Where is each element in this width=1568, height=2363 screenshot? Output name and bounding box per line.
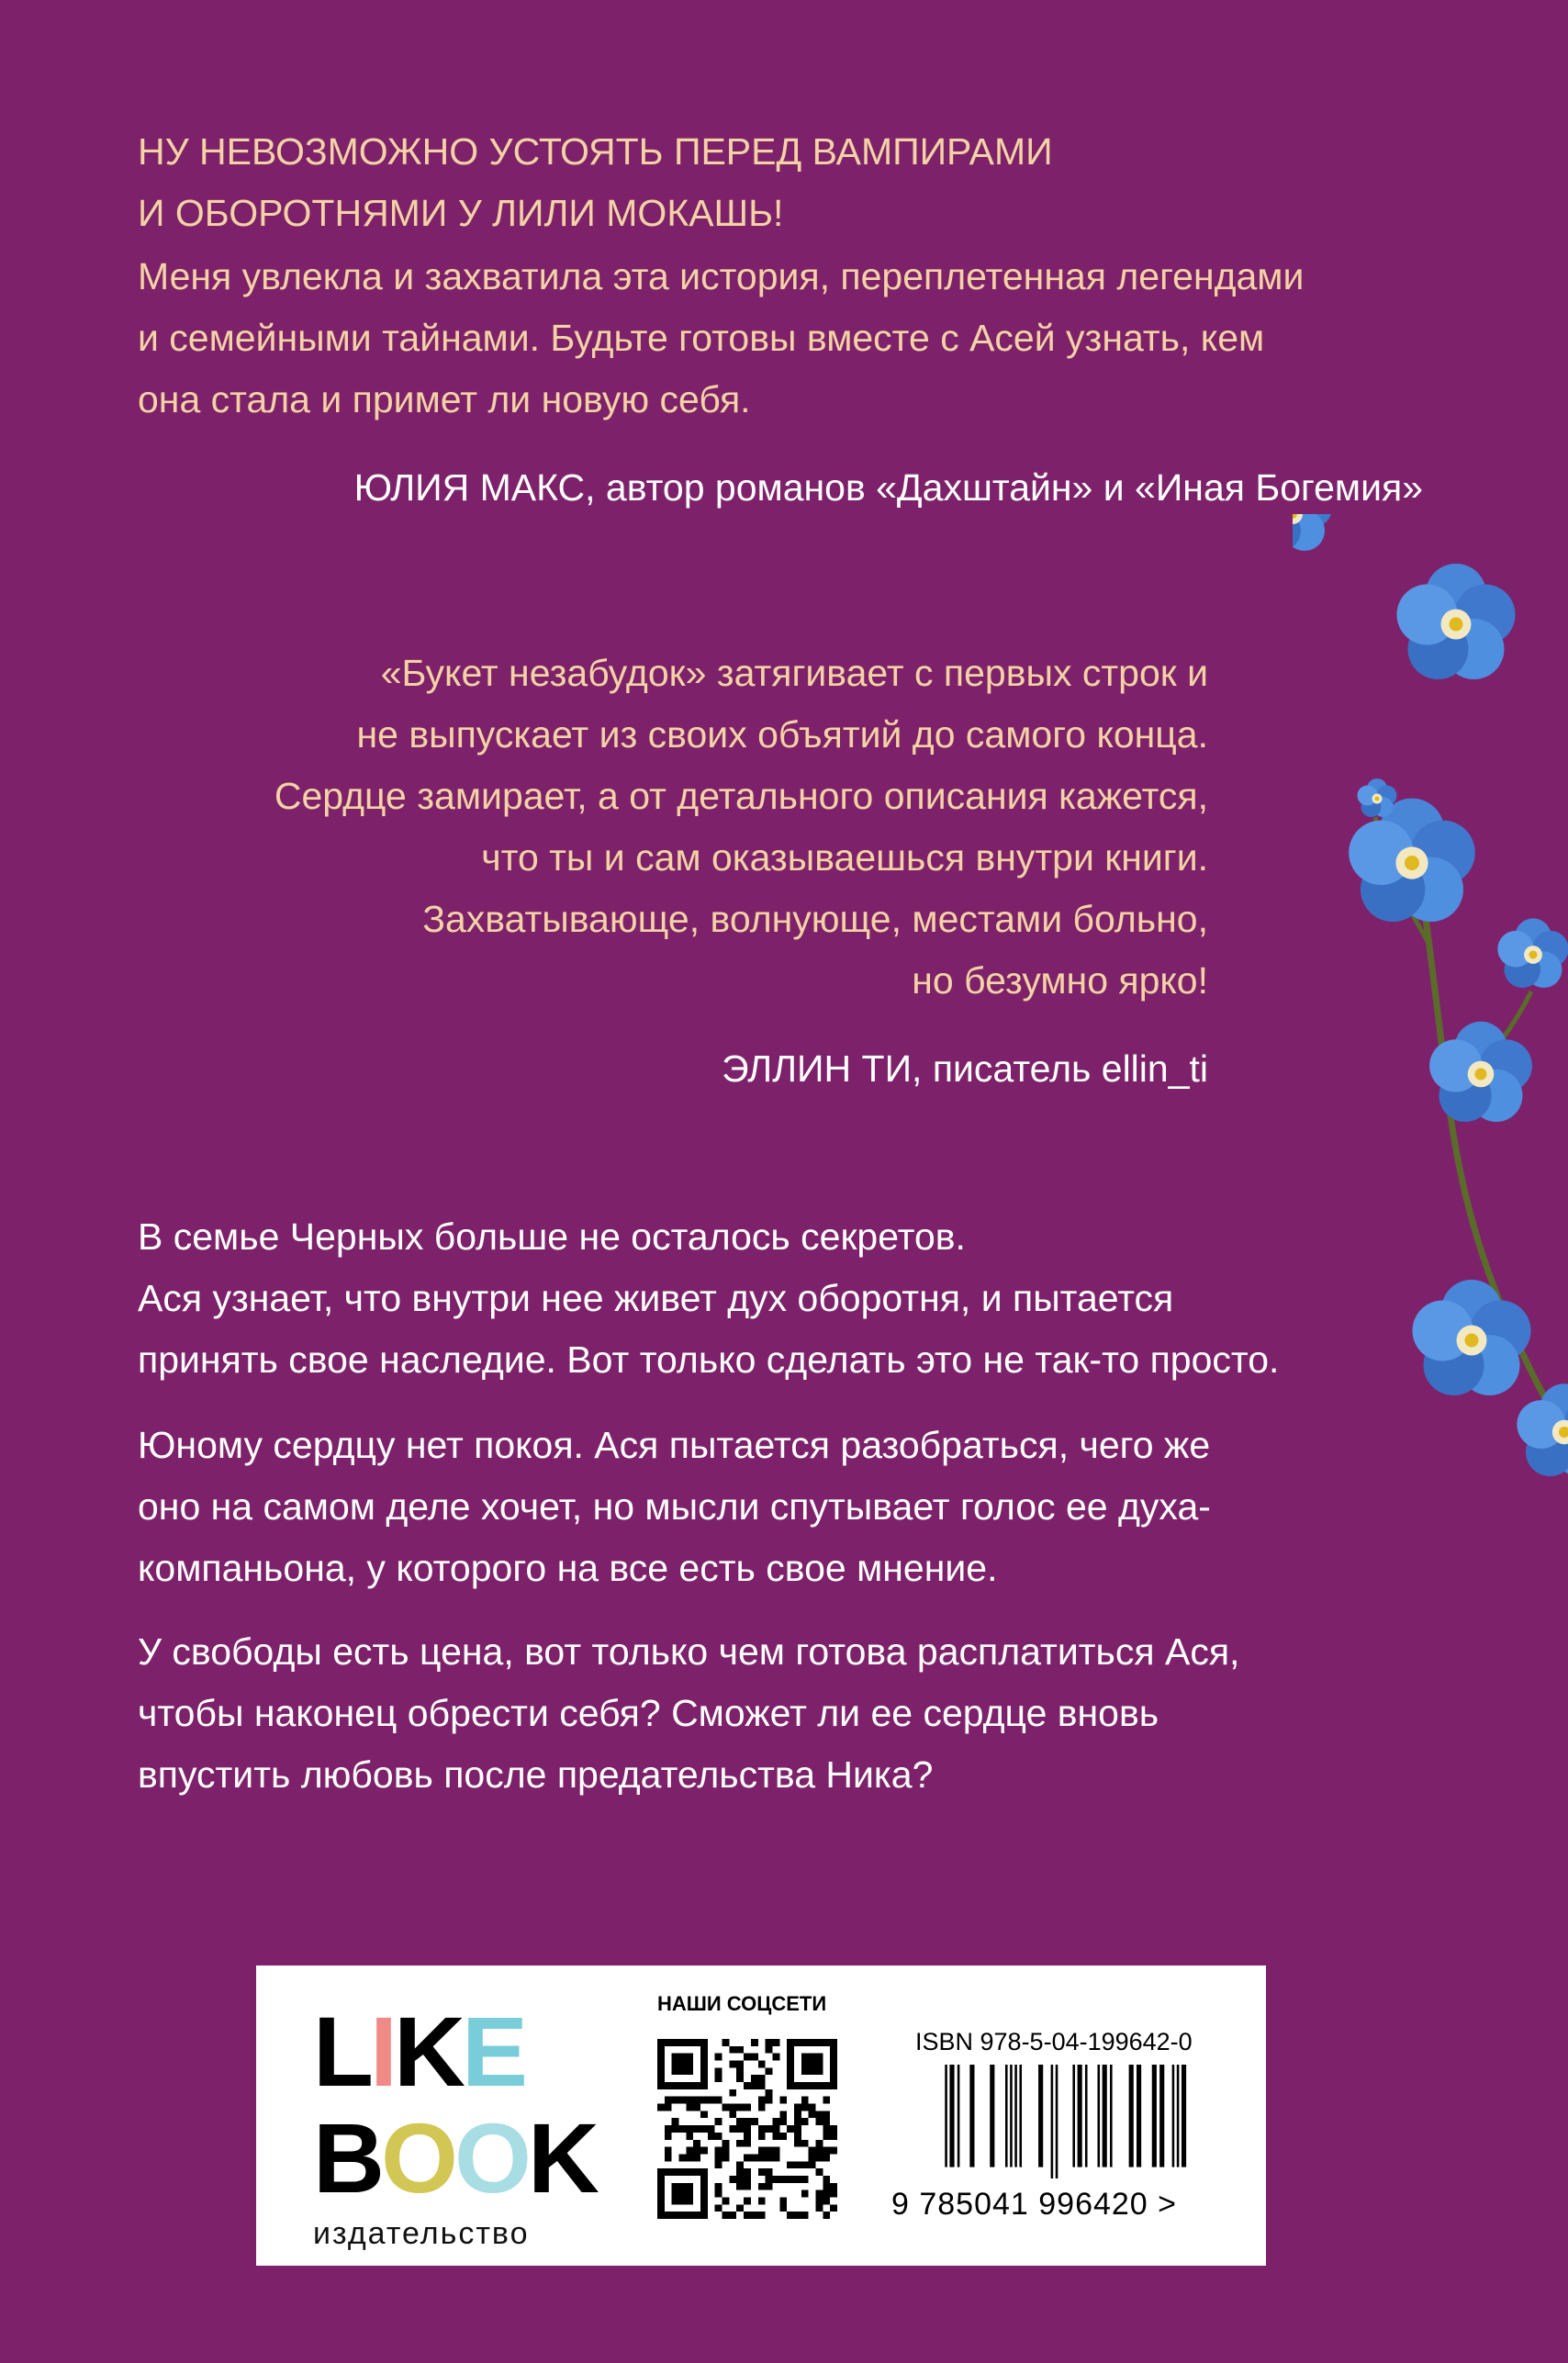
heading-line: И ОБОРОТНЯМИ У ЛИЛИ МОКАШЬ!: [138, 192, 784, 234]
text-line: В семье Черных больше не осталось секретов.: [138, 1215, 966, 1258]
logo-line-book: BOOK: [313, 2102, 597, 2213]
review2-attribution: ЭЛЛИН ТИ, писатель ellin_ti: [722, 1047, 1208, 1090]
text-line: оно на самом деле хочет, но мысли спутывает голос ее духа-: [138, 1485, 1211, 1528]
text-line: Юному сердцу нет покоя. Ася пытается разобраться, чего же: [138, 1424, 1211, 1466]
qr-code[interactable]: [657, 2039, 837, 2219]
text-line: впустить любовь после предательства Ника?: [138, 1753, 934, 1796]
description-paragraph: [138, 1621, 1239, 1806]
text-line: «Букет незабудок» затягивает с первых строк и: [380, 652, 1208, 694]
text-line: чтобы наконец обрести себя? Сможет ли ее сердце вновь: [138, 1692, 1159, 1734]
publisher-subtitle: издательство: [313, 2216, 530, 2251]
description-paragraph: [138, 1206, 1279, 1391]
text-line: Ася узнает, что внутри нее живет дух оборотня, и пытается: [138, 1277, 1174, 1319]
text-line: принять свое наследие. Вот только сделать это не так-то просто.: [138, 1338, 1280, 1381]
isbn-text: ISBN 978-5-04-199642-0: [915, 2028, 1193, 2055]
text-line: Сердце замирает, а от детального описания кажется,: [274, 775, 1208, 817]
heading-line: НУ НЕВОЗМОЖНО УСТОЯТЬ ПЕРЕД ВАМПИРАМИ: [138, 130, 1053, 173]
flower-icon: [1293, 514, 1332, 551]
barcode-digits: 9 785041 996420 >: [891, 2187, 1178, 2222]
review1-text: [138, 246, 1304, 431]
social-label: НАШИ СОЦСЕТИ: [657, 1992, 827, 2015]
forget-me-not-flowers-illustration: [1293, 514, 1568, 1524]
barcode: [917, 2065, 1198, 2178]
text-line: У свободы есть цена, вот только чем готова расплатиться Ася,: [138, 1630, 1240, 1673]
publisher-info-panel: [256, 1965, 1266, 2266]
review2-text: [274, 643, 1208, 1012]
text-line: Меня увлекла и захватила эта история, переплетенная легендами: [138, 255, 1305, 297]
text-line: она стала и примет ли новую себя.: [138, 378, 751, 420]
text-line: но безумно ярко!: [912, 959, 1208, 1002]
review1-heading: [138, 121, 1053, 244]
logo-line-like: LIKE: [313, 1996, 525, 2107]
text-line: что ты и сам оказываешься внутри книги.: [481, 836, 1208, 879]
text-line: не выпускает из своих объятий до самого конца.: [356, 713, 1208, 756]
text-line: Захватывающе, волнующе, местами больно,: [422, 898, 1208, 940]
likebook-logo: [313, 1996, 625, 2213]
text-line: компаньона, у которого на все есть свое мнение.: [138, 1547, 998, 1589]
description-paragraph: [138, 1415, 1211, 1599]
text-line: и семейными тайнами. Будьте готовы вместе с Асей узнать, кем: [138, 317, 1265, 359]
review1-attribution: ЮЛИЯ МАКС, автор романов «Дахштайн» и «Иная Богемия»: [353, 466, 1423, 509]
